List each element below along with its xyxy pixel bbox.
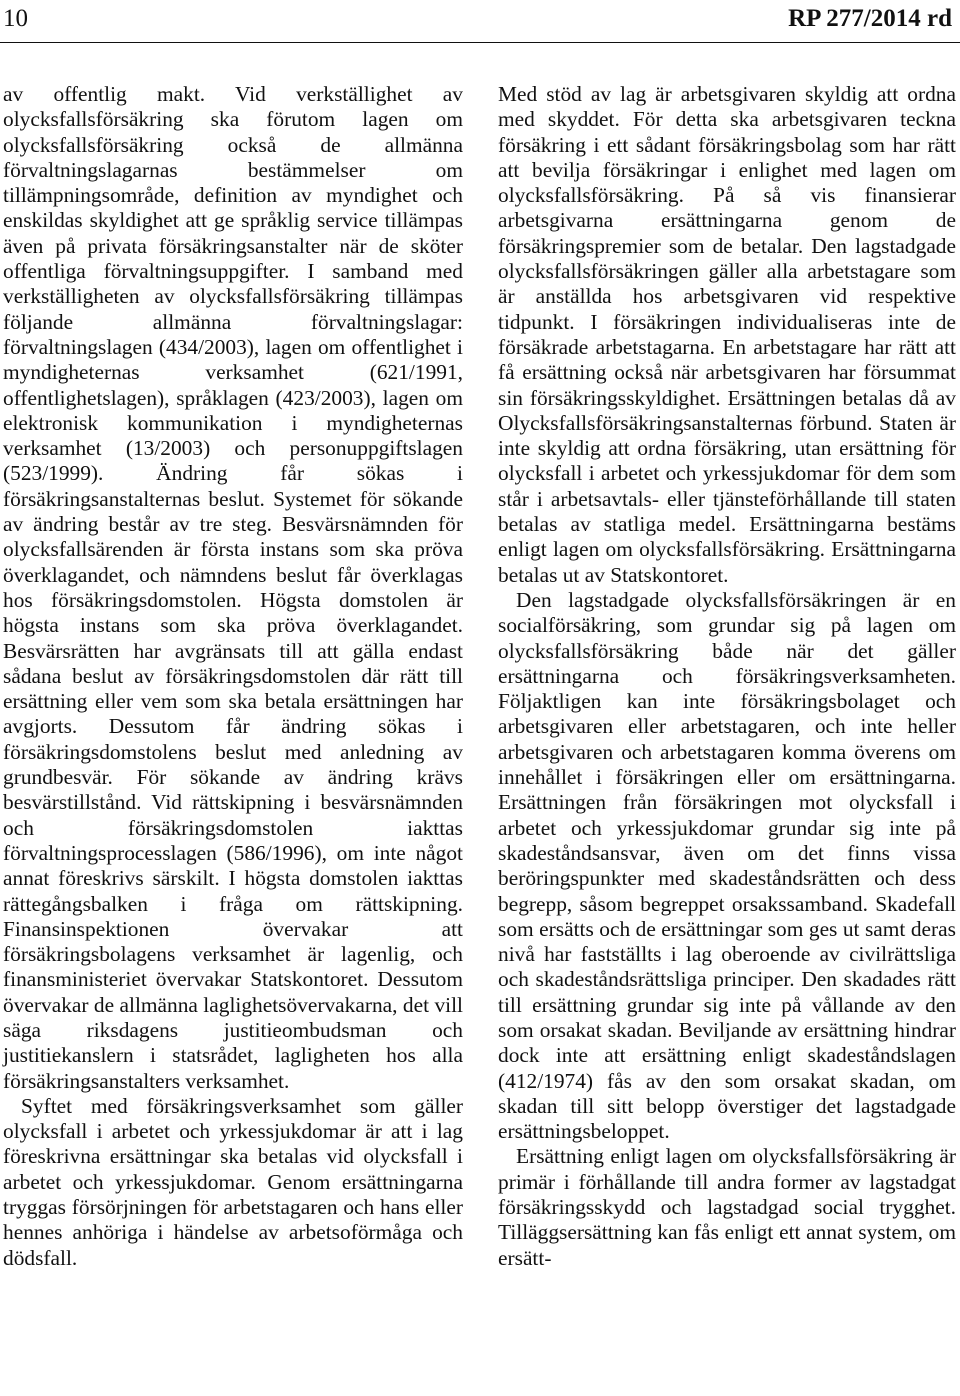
right-paragraph-3: Ersättning enligt lagen om olycksfallsförsäkring är primär i förhållande till andra former av lagstadgat försäkringsskydd och lagstadgad social trygghet. Tilläggsersättning kan fås enligt ett annat system, om ersätt- (498, 1144, 956, 1270)
page-header (0, 0, 960, 46)
left-paragraph-2: Syftet med försäkringsverksamhet som gäller olycksfall i arbetet och yrkessjukdomar är att i lag föreskrivna ersättningar ska betalas vid olycksfall i arbetet och yrkessjukdomar. Genom ersättningarna tryggas försörjningen för arbetstagaren och hans eller hennes anhöriga i händelse av arbetsoförmåga och dödsfall. (3, 1093, 463, 1270)
header-rule (0, 42, 960, 43)
right-paragraph-2: Den lagstadgade olycksfallsförsäkringen är en socialförsäkring, som grundar sig på lagen om olycksfallsförsäkring både när det gäller ersättningarna och försäkringsverksamheten. Följaktligen kan inte försäkringsbolaget och arbetsgivaren eller arbetstagaren, och inte heller arbetsgivaren och arbetstagaren komma överens om innehållet i försäkringen eller om ersättningarna. Ersättningen från försäkringen mot olycksfall i arbetet och yrkessjukdomar grundar sig inte på skadeståndsansvar, även om det finns vissa beröringspunkter med skadeståndsrätten och dess begrepp, såsom begreppet orsakssamband. Skadefall som ersätts och de ersättningar som ges ut samt deras nivå har fastställts i lag oberoende av civilrättsliga och skadeståndsrättsliga principer. Den skadades rätt till ersättning grundar sig inte på vållande av den som orsakat skadan. Beviljande av ersättning hindrar dock inte att ersättning enligt skadeståndslagen (412/1974) fås av den som orsakat skadan, om skadan till sitt belopp överstiger det lagstadgade ersättningsbeloppet. (498, 587, 956, 1144)
left-paragraph-1: av offentlig makt. Vid verkställighet av olycksfallsförsäkring ska förutom lagen om olycksfallsförsäkring också de allmänna förvaltningslagarnas bestämmelser om tillämpningsområde, definition av myndighet och enskildas skyldighet att ge språklig service tillämpas även på privata försäkringsanstalter när de sköter offentliga förvaltningsuppgifter. I samband med verkställigheten av olycksfallsförsäkring tillämpas följande allmänna förvaltningslagar: förvaltningslagen (434/2003), lagen om offentlighet i myndigheternas verksamhet (621/1991, offentlighetslagen), språklagen (423/2003), lagen om elektronisk kommunikation i myndigheternas verksamhet (13/2003) och personuppgiftslagen (523/1999). Ändring får sökas i försäkringsanstalternas beslut. Systemet för sökande av ändring består av tre steg. Besvärsnämnden för olycksfallsärenden är första instans som ska pröva överklagandet, och nämndens beslut får överklagas hos försäkringsdomstolen. Högsta domstolen är högsta instans som ska pröva överklagandet. Besvärsrätten har avgränsats till att gälla endast sådana beslut av försäkringsdomstolen där rätt till ersättning eller vem som ska betala ersättningen har avgjorts. Dessutom får ändring sökas i försäkringsdomstolens beslut med anledning av grundbesvär. För sökande av ändring krävs besvärstillstånd. Vid rättskipning i besvärsnämnden och försäkringsdomstolen iakttas förvaltningsprocesslagen (586/1996), om inte något annat föreskrivs särskilt. I högsta domstolen iakttas rättegångsbalken i fråga om rättskipning. Finansinspektionen övervakar att försäkringsbolagens verksamhet är lagenlig, och finansministeriet övervakar Statskontoret. Dessutom övervakar de allmänna laglighetsövervakarna, det vill säga riksdagens justitieombudsman och justitiekanslern i statsrådet, lagligheten hos alla försäkringsanstalters verksamhet. (3, 82, 463, 1093)
document-id: RP 277/2014 rd (788, 5, 952, 32)
page-number: 10 (3, 5, 28, 32)
right-column (498, 82, 956, 1271)
left-column (3, 82, 463, 1271)
right-paragraph-1: Med stöd av lag är arbetsgivaren skyldig att ordna med skyddet. För detta ska arbetsgivaren teckna försäkring i ett sådant försäkringsbolag som har rätt att bevilja försäkringar i enlighet med lagen om olycksfallsförsäkring. På så vis finansierar arbetsgivarna ersättningarna genom de försäkringspremier som de betalar. Den lagstadgade olycksfallsförsäkringen gäller alla arbetstagare som är anställda hos arbetsgivaren vid respektive tidpunkt. I försäkringen individualiseras inte de försäkrade arbetstagarna. En arbetstagare har rätt att få ersättning också när arbetsgivaren har försummat sin försäkringsskyldighet. Ersättningen betalas då av Olycksfallsförsäkringsanstalternas förbund. Staten är inte skyldig att ordna försäkring, utan ersättning för olycksfall i arbetet och yrkessjukdomar för dem som står i arbetsavtals- eller tjänsteförhållande till staten betalas av statliga medel. Ersättningarna bestäms enligt lagen om olycksfallsförsäkring. Ersättningarna betalas ut av Statskontoret. (498, 82, 956, 587)
